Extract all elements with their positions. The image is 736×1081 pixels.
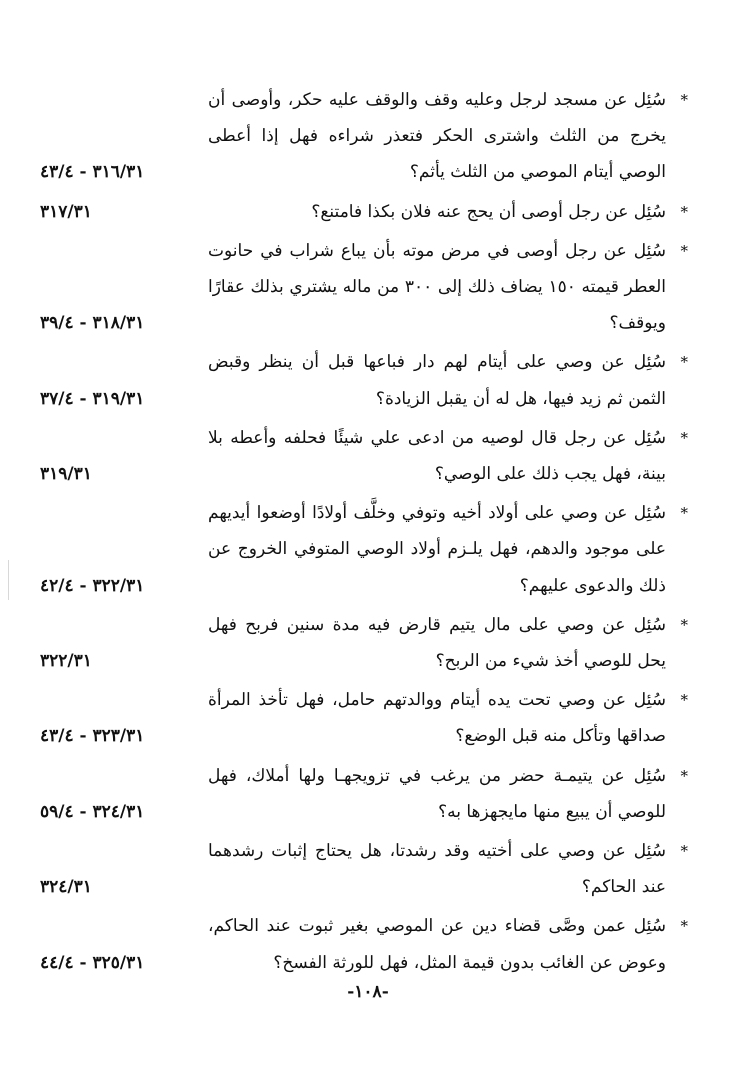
bullet-star-icon: * <box>680 202 688 221</box>
question-text <box>208 194 688 230</box>
question-text <box>208 682 688 754</box>
list-item <box>40 344 688 416</box>
question-text <box>208 607 688 679</box>
reference-number: ٣١٩/٣١ <box>40 464 92 485</box>
bullet-star-icon: * <box>680 691 688 710</box>
list-item <box>40 908 688 980</box>
question-text <box>208 233 688 342</box>
bullet-star-icon: * <box>680 766 688 785</box>
bullet-star-icon: * <box>680 842 688 861</box>
reference-number: ٣٢٣/٣١ - ٤٣/٤ <box>40 726 145 747</box>
entry-list <box>40 82 688 984</box>
reference-number: ٣١٨/٣١ - ٣٩/٤ <box>40 313 145 334</box>
reference-number: ٣١٦/٣١ - ٤٣/٤ <box>40 162 145 183</box>
question-body: سُئِل عن يتيمـة حضر من يرغب في تزويجهـا ولها أملاك، فهل للوصي أن يبيع منها مايجهزها به؟ <box>208 765 666 822</box>
question-body: سُئِل عن وصي على أيتام لهم دار فباعها قبل أن ينظر وقبض الثمن ثم زيد فيها، هل له أن يقبل الزيادة؟ <box>208 352 666 409</box>
question-body: سُئِل عن وصي على مال يتيم قارض فيه مدة سنين فربح فهل يحل للوصي أخذ شيء من الربح؟ <box>208 614 666 672</box>
question-text <box>208 908 688 980</box>
reference-number: ٣٢٥/٣١ - ٤٤/٤ <box>40 952 145 973</box>
question-body: سُئِل عن وصي على أختيه وقد رشدتا، هل يحتاج إثبات رشدهما عند الحاكم؟ <box>208 841 666 898</box>
list-item <box>40 682 688 754</box>
reference-number: ٣١٧/٣١ <box>40 201 92 222</box>
question-text <box>208 495 688 604</box>
question-text <box>208 420 688 492</box>
question-body: سُئِل عن رجل أوصى في مرض موته بأن يباع شراب في حانوت العطر قيمته ١٥٠ يضاف ذلك إلى ٣٠٠ من ماله يشتري بذلك عقارًا ويوقف؟ <box>208 240 666 334</box>
reference-number: ٣٢٤/٣١ <box>40 877 92 898</box>
question-body: سُئِل عن وصي تحت يده أيتام ووالدتهم حامل، فهل تأخذ المرأة صداقها وتأكل منه قبل الوضع؟ <box>208 690 666 747</box>
list-item <box>40 758 688 830</box>
bullet-star-icon: * <box>680 615 688 634</box>
question-body: سُئِل عن مسجد لرجل وعليه وقف والوقف عليه حكر، وأوصى أن يخرج من الثلث واشترى الحكر فتعذر شراءه فهل إذا أعطى الوصي أيتام الموصي من الثلث يأثم؟ <box>208 90 666 183</box>
list-item <box>40 420 688 492</box>
list-item <box>40 194 688 230</box>
question-text <box>208 833 688 905</box>
question-text <box>208 758 688 830</box>
bullet-star-icon: * <box>680 504 688 523</box>
reference-number: ٣٢٢/٣١ <box>40 651 92 672</box>
bullet-star-icon: * <box>680 353 688 372</box>
list-item <box>40 495 688 604</box>
list-item <box>40 607 688 679</box>
list-item <box>40 82 688 191</box>
bullet-star-icon: * <box>680 91 688 109</box>
reference-number: ٣١٩/٣١ - ٣٧/٤ <box>40 388 145 409</box>
question-text <box>208 344 688 416</box>
bullet-star-icon: * <box>680 428 688 447</box>
page-number: -١٠٨- <box>347 982 389 1002</box>
reference-number: ٣٢٤/٣١ - ٥٩/٤ <box>40 801 145 822</box>
question-text <box>208 82 688 191</box>
question-body: سُئِل عمن وصَّى قضاء دين عن الموصي بغير ثبوت عند الحاكم، وعوض عن الغائب بدون قيمة المثل، فهل للورثة الفسخ؟ <box>208 916 666 973</box>
list-item <box>40 233 688 342</box>
question-body: سُئِل عن رجل قال لوصيه من ادعى علي شيئًا فحلفه وأعطه بلا بينة، فهل يجب ذلك على الوصي؟ <box>208 427 666 485</box>
list-item <box>40 833 688 905</box>
reference-number: ٣٢٢/٣١ - ٤٢/٤ <box>40 575 145 596</box>
bullet-star-icon: * <box>680 917 688 936</box>
bullet-star-icon: * <box>680 241 688 260</box>
question-body: سُئِل عن وصي على أولاد أخيه وتوفي وخلَّف أولادًا أوضعوا أيديهم على موجود والدهم، فهل يلـزم أولاد الوصي المتوفي الخروج عن ذلك والدعوى عليهم؟ <box>208 503 666 596</box>
question-body: سُئِل عن رجل أوصى أن يحج عنه فلان بكذا فامتنع؟ <box>311 201 666 222</box>
margin-rule <box>8 560 9 600</box>
